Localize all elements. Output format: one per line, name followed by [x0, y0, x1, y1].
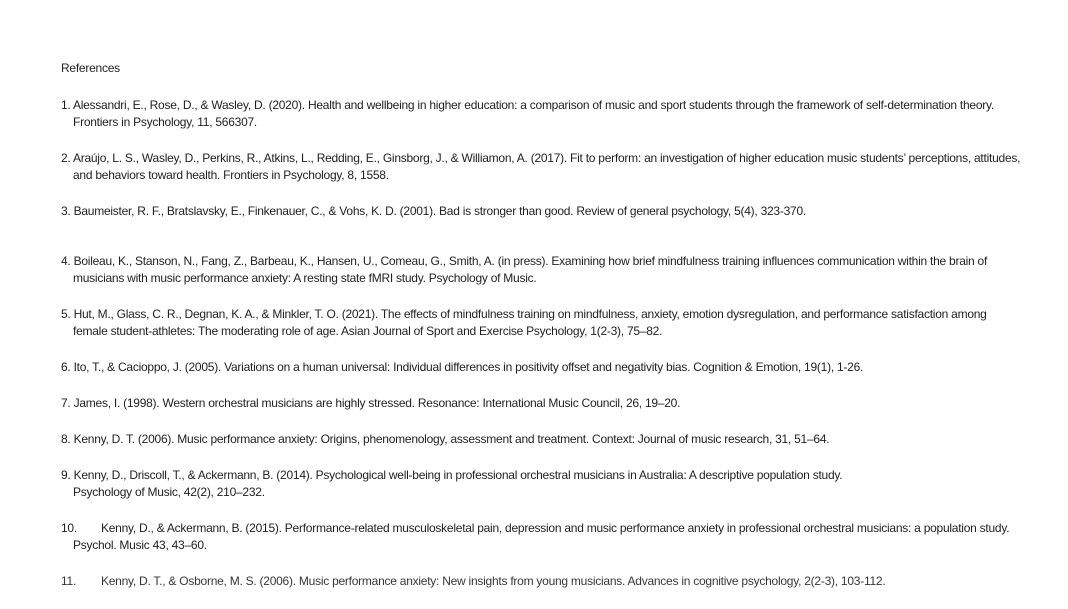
- reference-text: Kenny, D. T., & Osborne, M. S. (2006). Music performance anxiety: New insights from young musicians. Advances in cognitive psychology, 2(2-3), 103-112.: [101, 574, 886, 588]
- reference-item: [61, 253, 1021, 287]
- reference-number: 11.: [61, 574, 77, 588]
- reference-text: Alessandri, E., Rose, D., & Wasley, D. (2020). Health and wellbeing in higher education: a comparison of music and sport students through the framework of self-determination theory. Frontiers in Psychology, 11, 566307.: [72, 98, 994, 129]
- reference-item: [61, 359, 1021, 376]
- reference-number: 3.: [61, 204, 74, 218]
- reference-item: [61, 467, 1021, 501]
- reference-item: [61, 150, 1021, 184]
- reference-item: [61, 520, 1021, 554]
- reference-number: 6.: [61, 360, 74, 374]
- reference-number: 7.: [61, 396, 74, 410]
- reference-number: 2.: [61, 151, 73, 165]
- reference-item: [61, 431, 1021, 448]
- reference-text: Araújo, L. S., Wasley, D., Perkins, R., Atkins, L., Redding, E., Ginsborg, J., & Williamon, A. (2017). Fit to perform: an investigation of higher education music students’ perceptions, attitudes, and behaviors toward health. Frontiers in Psychology, 8, 1558.: [72, 151, 1021, 182]
- reference-text: Kenny, D., & Ackermann, B. (2015). Performance-related musculoskeletal pain, depression and music performance anxiety in professional orchestral musicians: a population study. Psychol. Music 43, 43–60.: [73, 521, 1010, 552]
- document-page: [61, 60, 1021, 609]
- reference-item: [61, 97, 1021, 131]
- reference-item: [61, 203, 1021, 220]
- reference-text: Kenny, D. T. (2006). Music performance anxiety: Origins, phenomenology, assessment and treatment. Context: Journal of music research, 31, 51–64.: [73, 432, 830, 446]
- reference-text: Hut, M., Glass, C. R., Degnan, K. A., & Minkler, T. O. (2021). The effects of mindfulness training on mindfulness, anxiety, emotion dysregulation, and performance satisfaction among female student-athletes: The moderating role of age. Asian Journal of Sport and Exercise Psychology, 1(2-3), 75–82.: [73, 307, 987, 338]
- reference-item: [61, 395, 1021, 412]
- reference-number: 5.: [61, 307, 74, 321]
- reference-number: 10.: [61, 521, 77, 535]
- references-heading: References: [61, 61, 120, 75]
- reference-number: 8.: [61, 432, 74, 446]
- reference-number: 4.: [61, 254, 74, 268]
- reference-text: Kenny, D., Driscoll, T., & Ackermann, B. (2014). Psychological well-being in professional orchestral musicians in Australia: A descriptive population study. Psychology of Music, 42(2), 210–232.: [73, 468, 991, 499]
- reference-item: [61, 573, 1021, 590]
- reference-text: Boileau, K., Stanson, N., Fang, Z., Barbeau, K., Hansen, U., Comeau, G., Smith, A. (in press). Examining how brief mindfulness training influences communication within the brain of musicians with music performance anxiety: A resting state fMRI study. Psychology of Music.: [73, 254, 988, 285]
- reference-text: Baumeister, R. F., Bratslavsky, E., Finkenauer, C., & Vohs, K. D. (2001). Bad is stronger than good. Review of general psychology, 5(4), 323-370.: [73, 204, 806, 218]
- reference-text: James, I. (1998). Western orchestral musicians are highly stressed. Resonance: International Music Council, 26, 19–20.: [73, 396, 681, 410]
- reference-list: [61, 97, 1021, 590]
- reference-text: Ito, T., & Cacioppo, J. (2005). Variations on a human universal: Individual differences in positivity offset and negativity bias. Cognition & Emotion, 19(1), 1-26.: [73, 360, 864, 374]
- reference-number: 1.: [61, 98, 73, 112]
- reference-item: [61, 306, 1021, 340]
- reference-number: 9.: [61, 468, 74, 482]
